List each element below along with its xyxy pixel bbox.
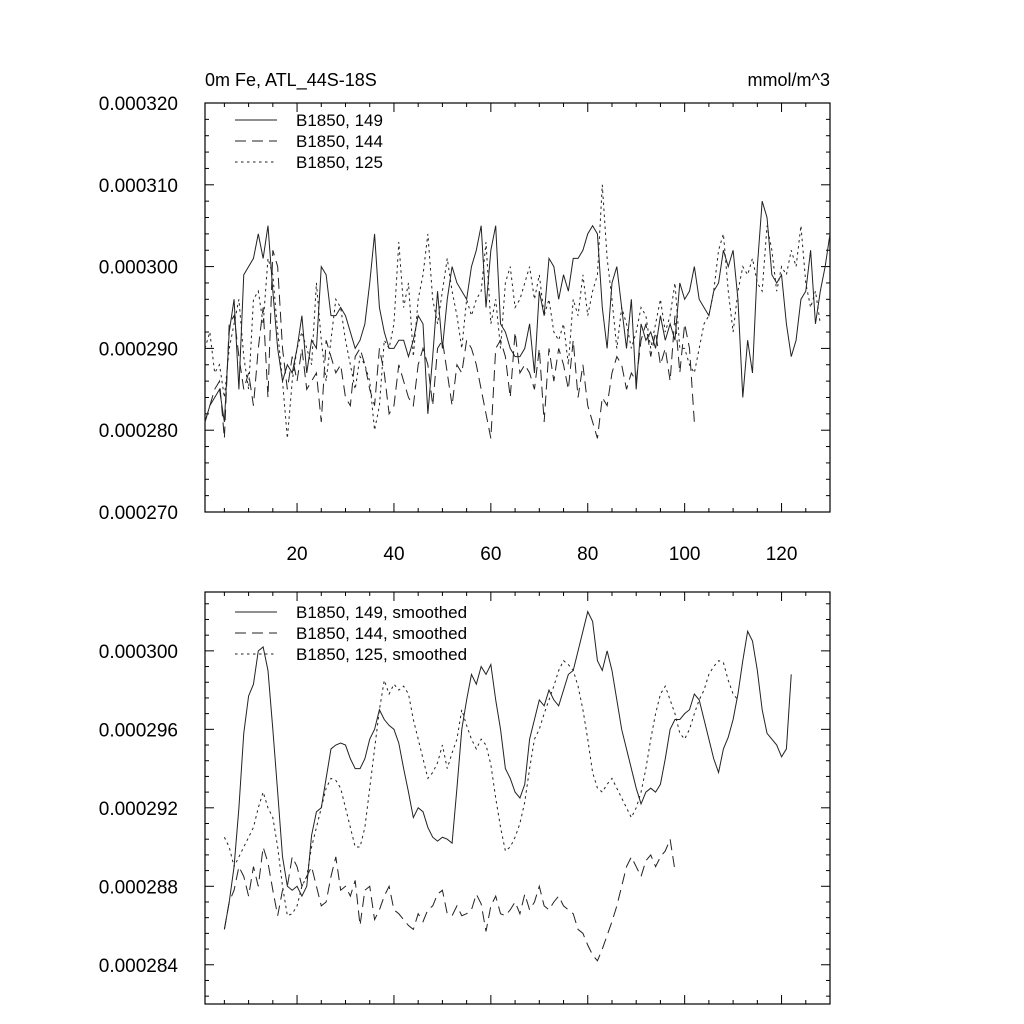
legend-label-2: B1850, 144 xyxy=(296,132,383,151)
y-tick-label: 0.000284 xyxy=(98,955,178,977)
legend-label-1: B1850, 149 xyxy=(296,111,383,130)
x-tick-label: 40 xyxy=(383,544,405,565)
x-tick-label: 80 xyxy=(577,544,599,565)
y-tick-label: 0.000288 xyxy=(98,877,178,899)
x-tick-label: 20 xyxy=(286,544,308,565)
legend-label-1: B1850, 149, smoothed xyxy=(296,603,468,622)
y-tick-label: 0.000296 xyxy=(98,720,178,742)
y-tick-label: 0.000300 xyxy=(98,257,178,279)
legend-label-3: B1850, 125, smoothed xyxy=(296,645,468,664)
y-tick-label: 0.000270 xyxy=(98,503,178,524)
y-tick-label: 0.000292 xyxy=(98,798,178,820)
y-tick-label: 0.000310 xyxy=(98,175,178,197)
series-line-3 xyxy=(224,661,738,916)
x-tick-label: 60 xyxy=(480,544,502,565)
y-tick-label: 0.000320 xyxy=(98,94,178,115)
series-line-3 xyxy=(205,185,820,439)
legend-label-2: B1850, 144, smoothed xyxy=(296,624,468,643)
bottom-panel xyxy=(99,592,830,1004)
series-line-1 xyxy=(205,201,830,422)
series-line-2 xyxy=(205,250,694,438)
x-tick-label: 120 xyxy=(765,544,798,565)
chart-title: 0m Fe, ATL_44S-18S xyxy=(205,70,377,90)
y-tick-label: 0.000280 xyxy=(98,421,178,443)
units-label: mmol/m^3 xyxy=(747,70,830,90)
series-line-2 xyxy=(224,839,675,961)
top-panel xyxy=(99,70,830,565)
x-tick-label: 100 xyxy=(668,544,701,565)
y-tick-label: 0.000300 xyxy=(98,641,178,663)
y-tick-label: 0.000290 xyxy=(98,339,178,361)
legend-label-3: B1850, 125 xyxy=(296,153,383,172)
